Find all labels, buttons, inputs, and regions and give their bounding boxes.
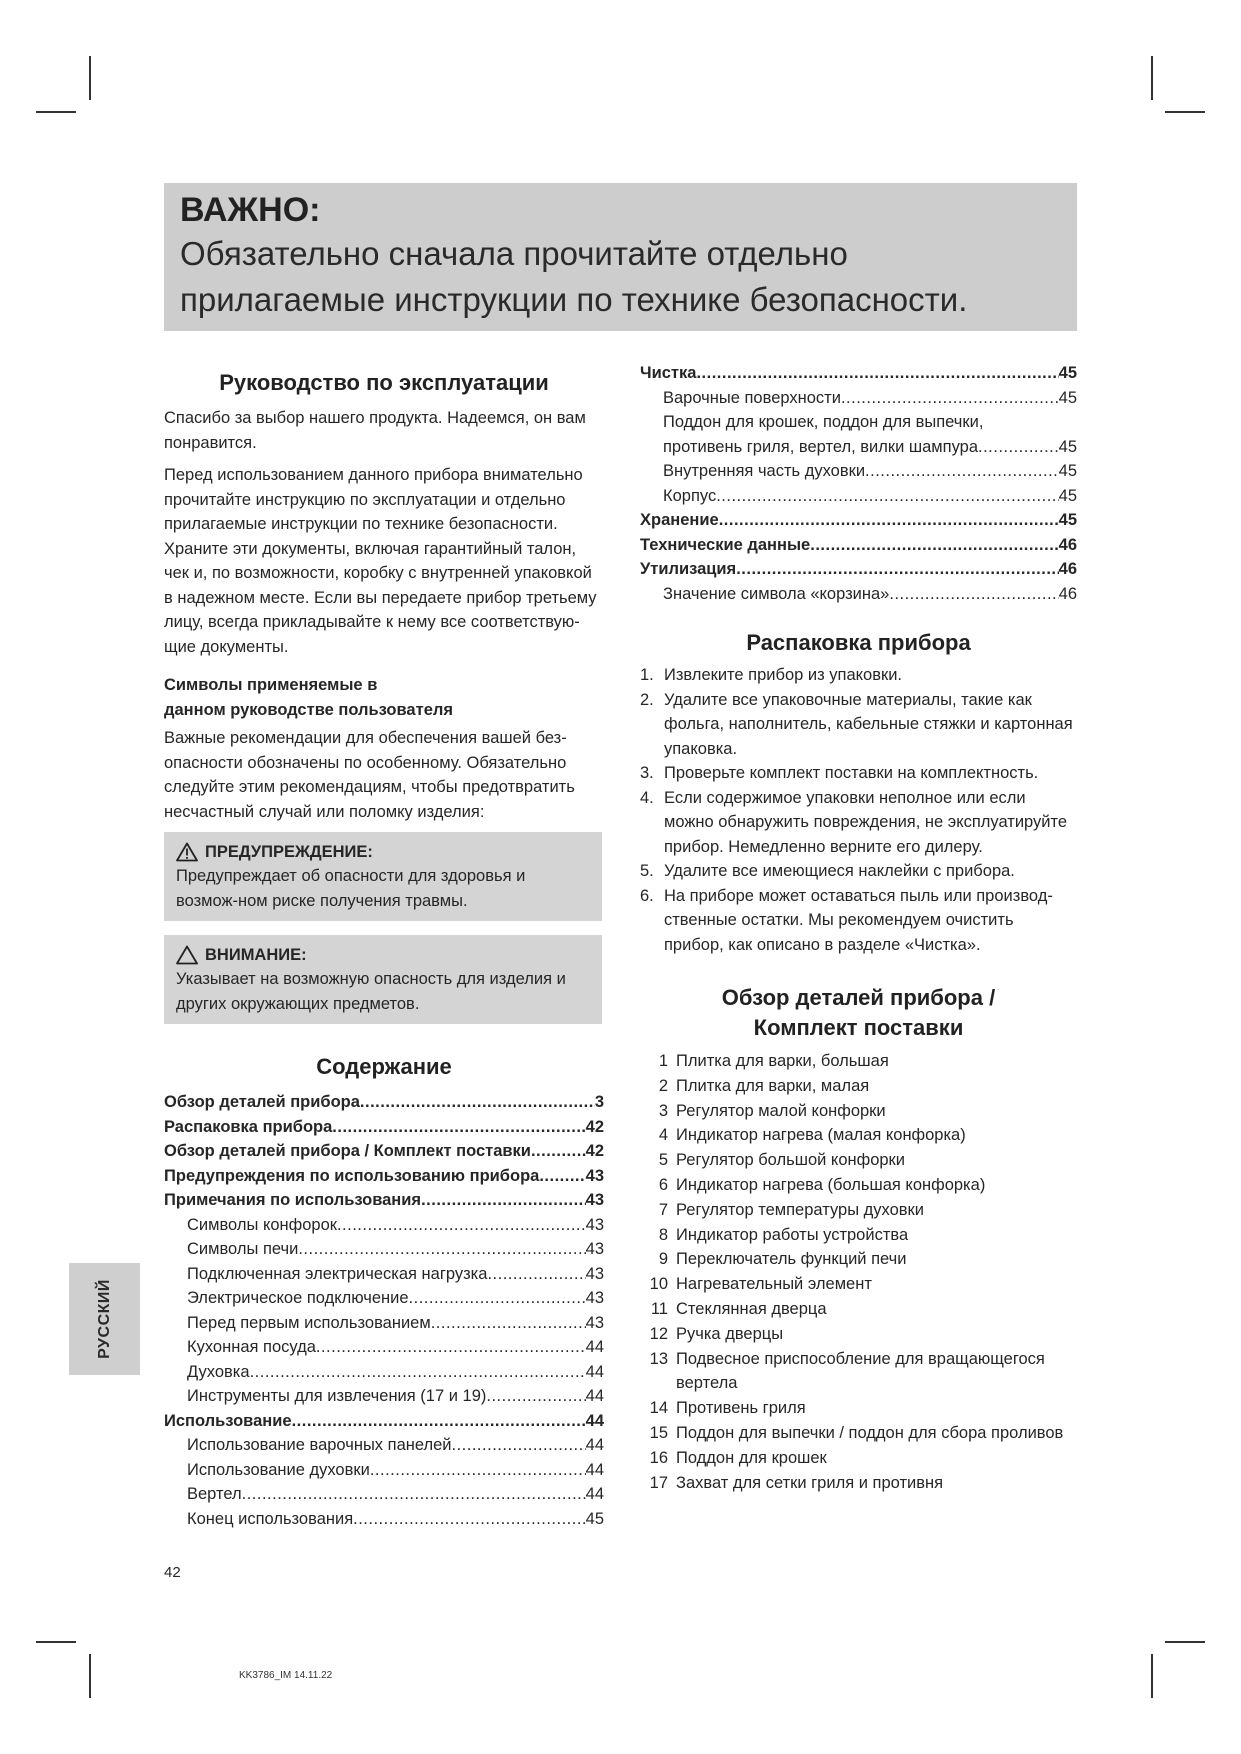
toc-entry (164, 1286, 604, 1311)
toc-dot-leader (810, 533, 1058, 558)
part-name: Регулятор температуры духовки (676, 1200, 924, 1219)
toc-entry (640, 484, 1077, 509)
part-item (640, 1446, 1077, 1471)
toc-entry-label: Инструменты для извлечения (17 и 19) (187, 1387, 487, 1405)
toc-entry-page: 45 (585, 1509, 604, 1528)
toc-entry-page: 45 (1058, 388, 1077, 407)
toc-entry-page: 43 (585, 1289, 604, 1307)
toc-entry (164, 1482, 604, 1507)
caution-triangle-icon (176, 945, 198, 965)
part-number: 8 (658, 1225, 668, 1244)
part-item (640, 1123, 1077, 1148)
toc-entry-label: Обзор деталей прибора (164, 1093, 360, 1111)
unpacking-step (640, 761, 1077, 786)
toc-entry-page: 46 (1058, 535, 1077, 554)
part-number: 3 (658, 1101, 668, 1120)
toc-dot-leader (431, 1311, 586, 1336)
step-number: 5. (640, 862, 654, 880)
toc-dot-leader (889, 582, 1058, 607)
toc-dot-leader (316, 1335, 586, 1360)
part-name: Захват для сетки гриля и противня (676, 1473, 944, 1492)
part-number: 13 (649, 1349, 668, 1368)
part-item (640, 1396, 1077, 1421)
toc-entry (640, 386, 1077, 411)
part-number: 6 (658, 1175, 668, 1194)
toc-entry-page: 45 (1058, 437, 1077, 456)
toc-entry (164, 1188, 604, 1213)
toc-entry-label: Внутренняя часть духовки (663, 462, 866, 480)
banner-title: ВАЖНО: (180, 191, 321, 229)
toc-dot-leader (250, 1360, 586, 1385)
part-name: Индикатор нагрева (малая конфорка) (676, 1126, 966, 1145)
toc-entry-page: 43 (585, 1166, 604, 1185)
part-number: 5 (658, 1151, 668, 1170)
parts-heading-line2: Комплект поставки (753, 1015, 964, 1040)
toc-entry-page: 44 (585, 1338, 604, 1356)
toc-dot-leader (332, 1115, 585, 1140)
crop-mark (1151, 1654, 1153, 1698)
toc-dot-leader (298, 1237, 585, 1262)
part-name: Поддон для крошек (676, 1448, 827, 1467)
toc-entry (164, 1115, 604, 1140)
toc-entry-label: Корпус (663, 486, 717, 505)
part-number: 9 (658, 1250, 668, 1269)
crop-mark (36, 1641, 76, 1643)
toc-dot-leader (421, 1188, 586, 1213)
toc-dot-leader (736, 557, 1058, 582)
step-number: 4. (640, 788, 654, 807)
parts-list (640, 1049, 1077, 1495)
toc-entry-page: 42 (585, 1142, 604, 1160)
step-text: На приборе может оставаться пыль или производ-ственные остатки. Мы рекомендуем очистить прибор, как описано в разделе «Чистка». (664, 886, 1053, 954)
step-text: Если содержимое упаковки неполное или если можно обнаружить повреждения, не эксплуатируйте прибор. Немедленно верните его дилеру. (664, 788, 1068, 856)
right-column (640, 364, 1077, 1495)
toc-entry-label: Предупреждения по использованию прибора (164, 1166, 540, 1185)
toc-entry (164, 1139, 604, 1164)
toc-entry-label: Чистка (640, 364, 697, 382)
toc-entry (640, 459, 1077, 484)
toc-entry-label: Символы конфорок (187, 1215, 337, 1234)
toc-dot-leader (531, 1139, 586, 1164)
part-item (640, 1421, 1077, 1446)
part-item (640, 1347, 1077, 1397)
toc-entry-label: Утилизация (640, 560, 737, 578)
toc-entry-label: Конец использования (187, 1509, 354, 1528)
step-number: 6. (640, 886, 654, 905)
crop-mark (1165, 111, 1205, 113)
toc-entry-label: Кухонная посуда (187, 1338, 316, 1356)
document-code: KK3786_IM 14.11.22 (239, 1670, 333, 1681)
toc-entry-page: 45 (1058, 462, 1077, 480)
toc-entry-page: 45 (1058, 511, 1077, 529)
toc-dot-leader (353, 1507, 586, 1532)
warning-triangle-icon (176, 842, 198, 862)
toc-entry (164, 1433, 604, 1458)
part-item (640, 1099, 1077, 1124)
toc-dot-leader (719, 508, 1059, 533)
caution-title: ВНИМАНИЕ: (205, 946, 307, 964)
part-number: 14 (649, 1399, 668, 1418)
toc-entry-page: 44 (585, 1387, 604, 1405)
toc-entry-page: 3 (594, 1093, 604, 1111)
language-label: РУССКИЙ (95, 1279, 113, 1359)
part-number: 7 (658, 1200, 668, 1219)
part-item (640, 1272, 1077, 1297)
toc-entry-page: 44 (585, 1362, 604, 1381)
toc-entry (640, 582, 1077, 607)
caution-box (164, 935, 602, 1024)
part-name: Плитка для варки, малая (676, 1076, 870, 1095)
toc-entry-page: 46 (1058, 560, 1077, 578)
toc-entry-label: Использование варочных панелей (187, 1436, 452, 1454)
part-item (640, 1247, 1077, 1272)
important-banner (164, 183, 1077, 331)
toc-entry (164, 1458, 604, 1483)
toc-entry (164, 1311, 604, 1336)
toc-entry-label: Поддон для крошек, поддон для выпечки, (663, 413, 984, 431)
left-column (164, 368, 604, 1531)
crop-mark (89, 1654, 91, 1698)
manual-intro: Спасибо за выбор нашего продукта. Надеемся, он вам понравится. (164, 409, 586, 452)
unpacking-heading: Распаковка прибора (746, 630, 971, 655)
warning-title: ПРЕДУПРЕЖДЕНИЕ: (205, 843, 373, 861)
contents-heading: Содержание (316, 1054, 452, 1079)
toc-entry-label: Использование духовки (187, 1460, 370, 1479)
step-text: Извлеките прибор из упаковки. (664, 666, 902, 684)
symbols-heading-line2: данном руководстве пользователя (164, 700, 453, 719)
part-item (640, 1471, 1077, 1496)
part-name: Индикатор работы устройства (676, 1225, 909, 1244)
toc-entry (164, 1335, 604, 1360)
toc-entry-page: 44 (585, 1411, 604, 1430)
symbols-heading (164, 673, 604, 722)
step-text: Удалите все имеющиеся наклейки с прибора. (664, 862, 1015, 880)
part-number: 12 (649, 1324, 668, 1343)
crop-mark (1151, 56, 1153, 100)
part-number: 11 (650, 1299, 668, 1318)
toc-entry-label: Значение символа «корзина» (663, 584, 890, 603)
part-name: Подвесное приспособление для вращающегося вертела (676, 1349, 1045, 1393)
toc-entry-page: 43 (585, 1191, 604, 1209)
step-text: Удалите все упаковочные материалы, такие как фольга, наполнитель, кабельные стяжки и картонная упаковка. (664, 690, 1073, 758)
toc-entry (640, 410, 1077, 435)
toc-entry-page: 43 (585, 1240, 604, 1258)
toc-entry-label: Варочные поверхности (663, 388, 841, 407)
toc-dot-leader (337, 1213, 586, 1238)
toc-entry (640, 533, 1077, 558)
part-name: Нагревательный элемент (676, 1275, 872, 1294)
toc-dot-leader (696, 361, 1058, 386)
unpacking-step (640, 663, 1077, 688)
unpacking-list (640, 663, 1077, 957)
crop-mark (36, 111, 76, 113)
part-name: Регулятор большой конфорки (676, 1151, 905, 1170)
part-name: Индикатор нагрева (большая конфорка) (676, 1175, 986, 1194)
step-number: 3. (640, 764, 654, 782)
toc-entry (164, 1237, 604, 1262)
toc-entry-page: 42 (585, 1117, 604, 1136)
toc-entry-label: Распаковка прибора (164, 1117, 333, 1136)
part-item (640, 1148, 1077, 1173)
toc-entry (640, 557, 1077, 582)
part-number: 16 (649, 1448, 668, 1467)
caution-header (176, 943, 590, 967)
part-item (640, 1049, 1077, 1074)
part-number: 2 (658, 1076, 668, 1095)
toc-entry (164, 1507, 604, 1532)
toc-dot-leader (716, 484, 1058, 509)
toc-entry (640, 508, 1077, 533)
unpacking-step (640, 859, 1077, 884)
toc-entry-page: 43 (585, 1264, 604, 1283)
contents-list-left (164, 1090, 604, 1531)
contents-list-right (640, 361, 1077, 606)
part-name: Стеклянная дверца (676, 1299, 827, 1318)
toc-entry-label: Перед первым использованием (187, 1313, 431, 1332)
parts-heading (640, 983, 1077, 1043)
manual-heading: Руководство по эксплуатации (219, 370, 549, 395)
toc-entry (164, 1090, 604, 1115)
manual-body: Перед использованием данного прибора внимательно прочитайте инструкцию по эксплуатации и отдельно прилагаемые инструкции по технике безопасности. Храните эти документы, включая гарантийный талон, чек и, по возможности, коробку с внутренней упаковкой в надежном месте. Если вы передаете прибор третьему лицу, всегда прикладывайте к нему все соответствую-щие документы. (164, 466, 597, 656)
toc-entry-page: 46 (1058, 584, 1077, 603)
step-text: Проверьте комплект поставки на комплектность. (664, 764, 1039, 782)
unpacking-step (640, 786, 1077, 860)
unpacking-step (640, 688, 1077, 762)
toc-entry (164, 1262, 604, 1287)
toc-dot-leader (409, 1286, 586, 1311)
page-number: 42 (164, 1564, 181, 1581)
toc-entry-label: Духовка (187, 1362, 250, 1381)
toc-entry-label: Обзор деталей прибора / Комплект поставки (164, 1142, 531, 1160)
toc-entry-page: 45 (1058, 364, 1077, 382)
toc-dot-leader (841, 386, 1059, 411)
toc-dot-leader (360, 1090, 595, 1115)
caution-text: Указывает на возможную опасность для изделия и других окружающих предметов. (176, 970, 566, 1013)
toc-entry-label: Электрическое подключение (187, 1289, 409, 1307)
toc-entry (640, 435, 1077, 460)
part-name: Регулятор малой конфорки (676, 1101, 886, 1120)
toc-entry-page: 44 (585, 1485, 604, 1503)
part-number: 10 (649, 1275, 668, 1294)
part-item (640, 1223, 1077, 1248)
part-item (640, 1173, 1077, 1198)
toc-entry-label: Хранение (640, 511, 719, 529)
unpacking-step (640, 884, 1077, 958)
step-number: 1. (640, 666, 654, 684)
part-number: 17 (649, 1473, 668, 1492)
toc-dot-leader (865, 459, 1059, 484)
toc-entry (640, 361, 1077, 386)
symbols-heading-line1: Символы применяемые в (164, 676, 378, 694)
toc-dot-leader (486, 1384, 585, 1409)
toc-entry-page: 43 (585, 1215, 604, 1234)
toc-entry-page: 45 (1058, 486, 1077, 505)
part-name: Переключатель функций печи (676, 1250, 907, 1269)
toc-entry-label: Символы печи (187, 1240, 299, 1258)
step-number: 2. (640, 690, 654, 709)
part-name: Ручка дверцы (676, 1324, 784, 1343)
toc-entry (164, 1360, 604, 1385)
toc-entry (164, 1213, 604, 1238)
toc-dot-leader (539, 1164, 585, 1189)
toc-entry-page: 43 (585, 1313, 604, 1332)
language-tab (69, 1263, 140, 1375)
part-item (640, 1322, 1077, 1347)
part-number: 1 (658, 1052, 668, 1070)
toc-entry (164, 1409, 604, 1434)
toc-entry-label: Подключенная электрическая нагрузка (187, 1264, 488, 1283)
toc-dot-leader (487, 1262, 585, 1287)
part-item (640, 1297, 1077, 1322)
toc-entry-label: Использование (164, 1411, 292, 1430)
crop-mark (89, 56, 91, 100)
toc-entry-label: Примечания по использования (164, 1191, 422, 1209)
toc-entry-label: Вертел (187, 1485, 242, 1503)
part-item (640, 1074, 1077, 1099)
part-name: Противень гриля (676, 1399, 806, 1418)
warning-box (164, 832, 602, 921)
toc-dot-leader (242, 1482, 586, 1507)
toc-entry-page: 44 (585, 1436, 604, 1454)
toc-dot-leader (452, 1433, 586, 1458)
warning-header (176, 840, 590, 864)
toc-entry-label: Технические данные (640, 535, 811, 554)
part-number: 15 (649, 1423, 668, 1442)
part-item (640, 1198, 1077, 1223)
toc-entry (164, 1164, 604, 1189)
part-name: Плитка для варки, большая (676, 1052, 889, 1070)
crop-mark (1165, 1641, 1205, 1643)
toc-entry-label: противень гриля, вертел, вилки шампура (663, 437, 978, 456)
toc-entry (164, 1384, 604, 1409)
symbols-text: Важные рекомендации для обеспечения вашей без-опасности обозначены по особенному. Обязательно следуйте этим рекомендациям, чтобы предотвратить несчастный случай или поломку изделия: (164, 729, 575, 821)
toc-entry-page: 44 (585, 1460, 604, 1479)
banner-text: Обязательно сначала прочитайте отдельно прилагаемые инструкции по технике безопасности. (180, 235, 968, 318)
part-number: 4 (658, 1126, 668, 1145)
toc-dot-leader (370, 1458, 586, 1483)
toc-dot-leader (292, 1409, 586, 1434)
warning-text: Предупреждает об опасности для здоровья и возмож-ном риске получения травмы. (176, 867, 526, 910)
toc-dot-leader (978, 435, 1059, 460)
parts-heading-line1: Обзор деталей прибора / (721, 985, 996, 1010)
part-name: Поддон для выпечки / поддон для сбора проливов (676, 1423, 1064, 1442)
